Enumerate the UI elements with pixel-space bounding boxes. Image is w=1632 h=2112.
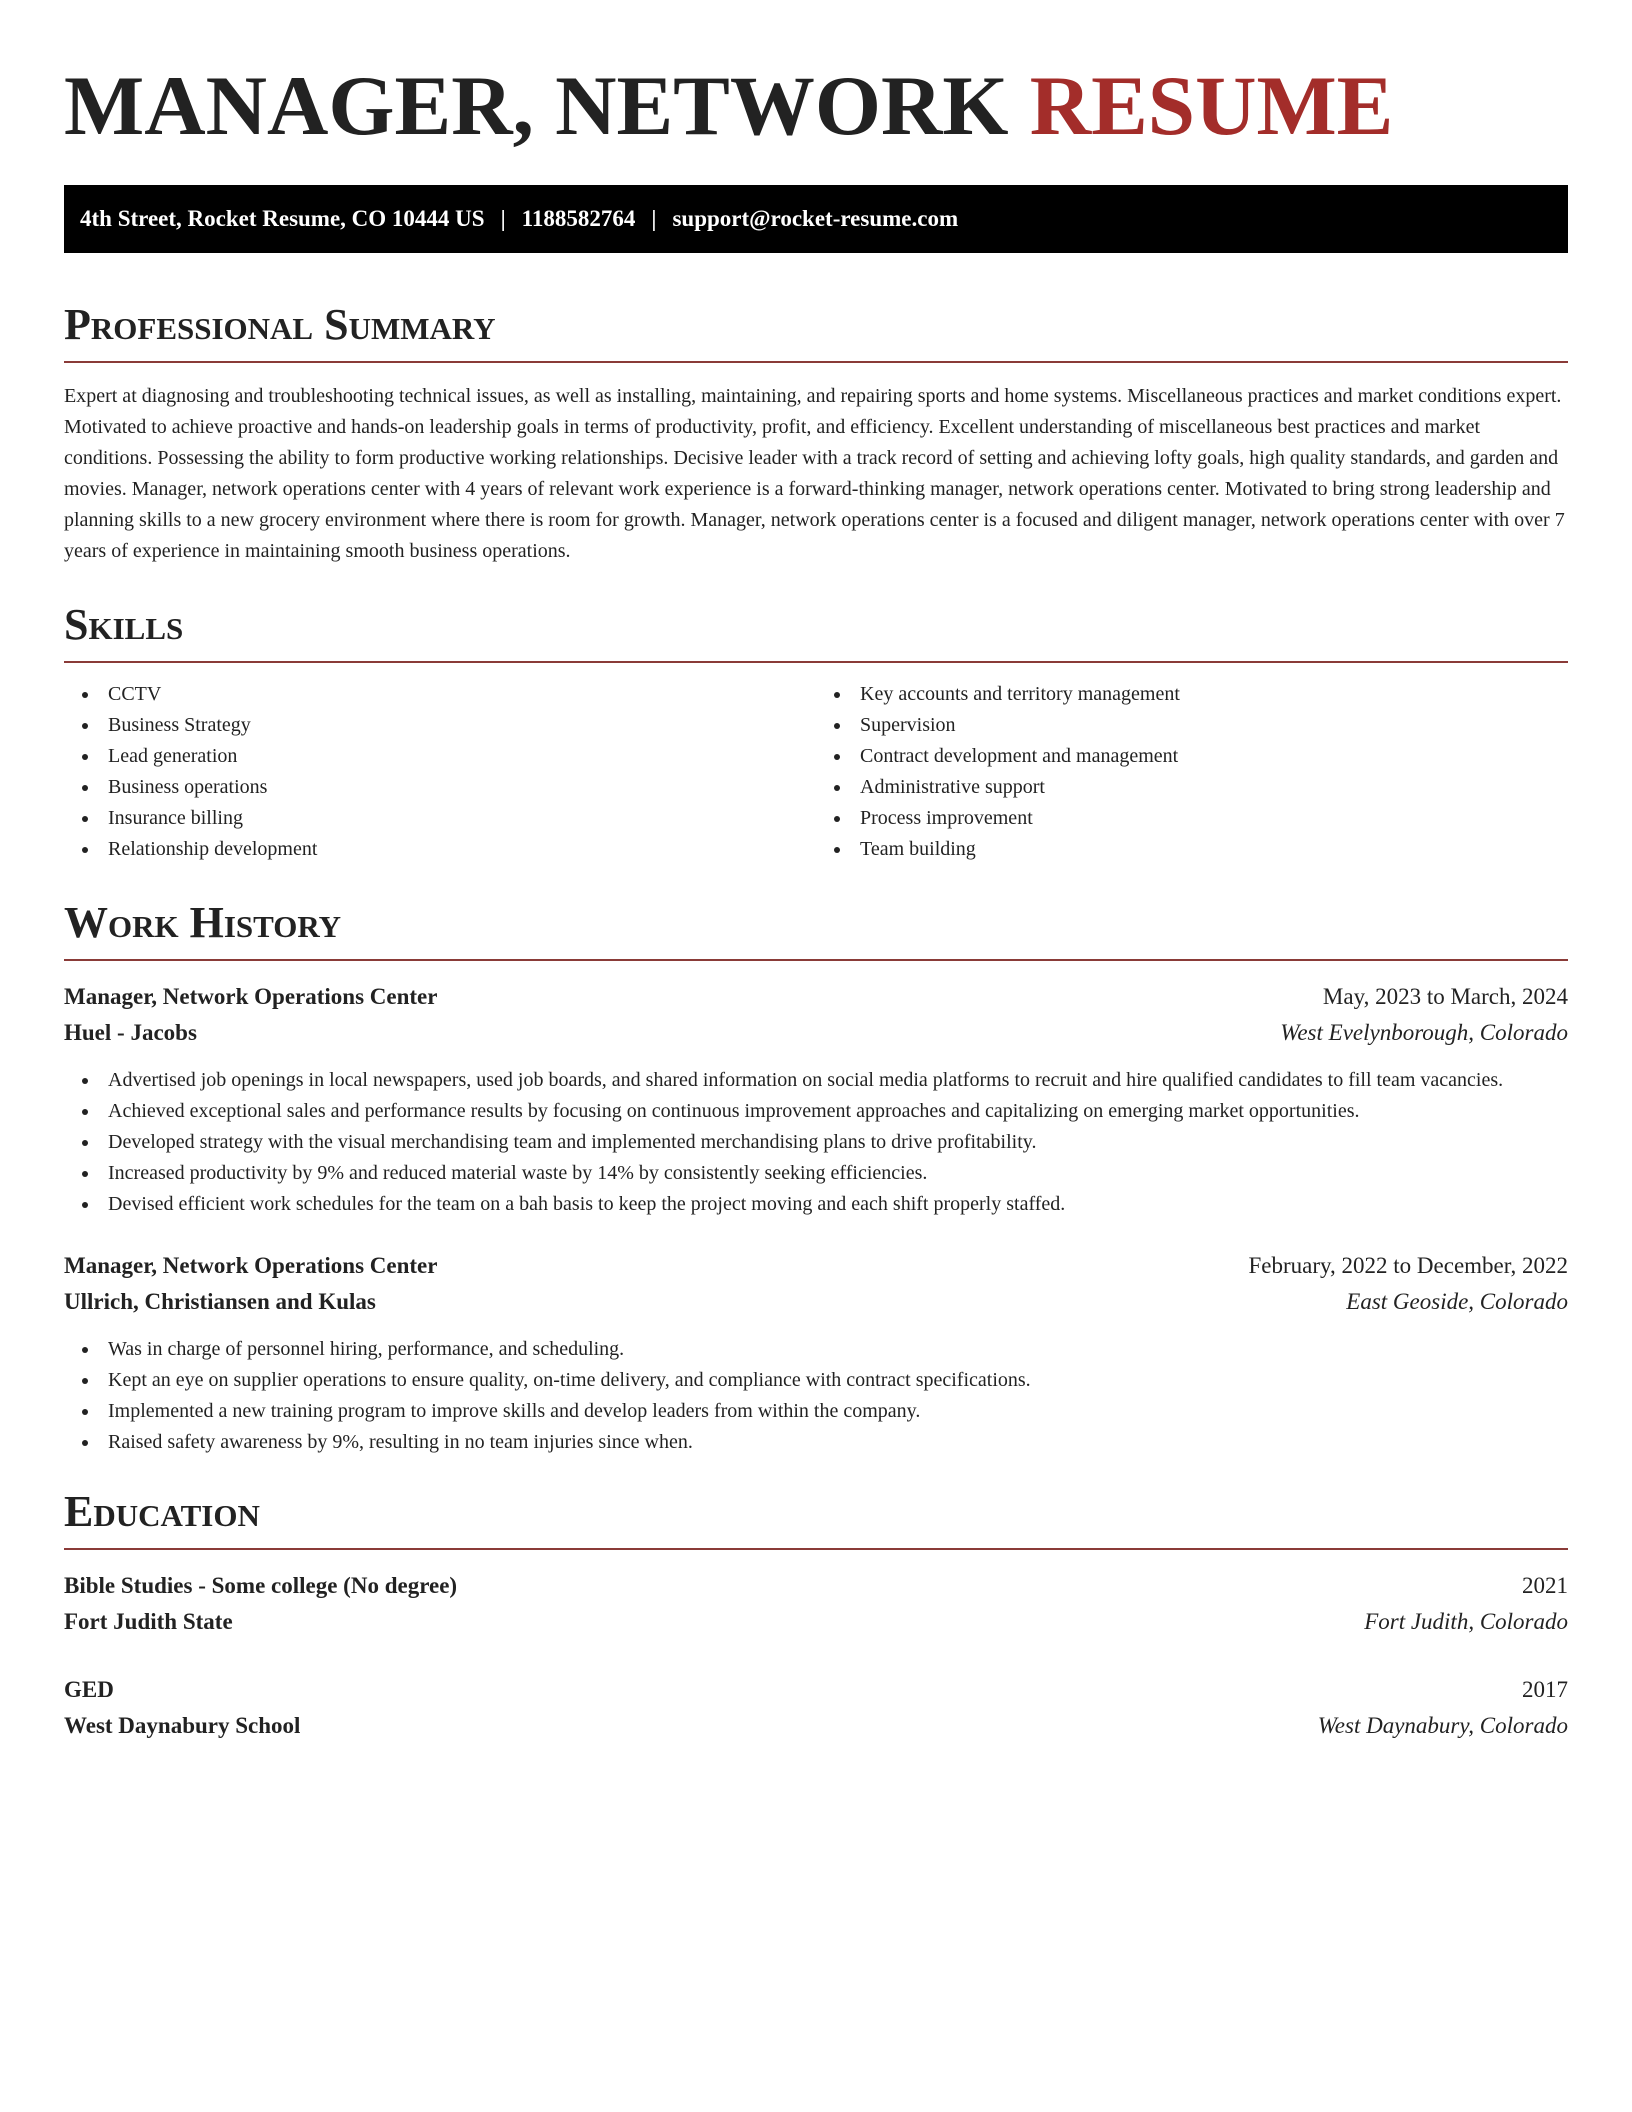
section-heading-skills: Skills (64, 603, 1568, 663)
skill-item: Business operations (64, 772, 816, 803)
job-bullet: Raised safety awareness by 9%, resulting in no team injuries since when. (64, 1427, 1568, 1458)
edu-degree-row (64, 1568, 1568, 1604)
section-heading-summary: Professional Summary (64, 303, 1568, 363)
job-bullets (64, 1065, 1568, 1220)
skill-item: Key accounts and territory management (816, 679, 1568, 710)
skill-item: Team building (816, 834, 1568, 865)
edu-school: Fort Judith State (64, 1609, 233, 1634)
edu-year: 2021 (1522, 1573, 1568, 1598)
contact-address: 4th Street, Rocket Resume, CO 10444 US (80, 206, 485, 231)
job-location: East Geoside, Colorado (1346, 1289, 1568, 1314)
job-bullet: Implemented a new training program to improve skills and develop leaders from within the company. (64, 1396, 1568, 1427)
contact-email: support@rocket-resume.com (672, 206, 959, 231)
edu-school-row (64, 1708, 1568, 1744)
edu-school: West Daynabury School (64, 1713, 301, 1738)
job-company-row (64, 1015, 1568, 1051)
skill-item: Administrative support (816, 772, 1568, 803)
job-bullets (64, 1334, 1568, 1458)
edu-school-row (64, 1604, 1568, 1640)
contact-bar (64, 185, 1568, 253)
skill-item: CCTV (64, 679, 816, 710)
job-bullet: Advertised job openings in local newspapers, used job boards, and shared information on social media platforms to recruit and hire qualified candidates to fill team vacancies. (64, 1065, 1568, 1096)
job-company: Ullrich, Christiansen and Kulas (64, 1289, 376, 1314)
education-entry (64, 1672, 1568, 1744)
job-bullet: Kept an eye on supplier operations to ensure quality, on-time delivery, and compliance with contract specifications. (64, 1365, 1568, 1396)
skill-item: Insurance billing (64, 803, 816, 834)
edu-degree-row (64, 1672, 1568, 1708)
job-bullet: Developed strategy with the visual merchandising team and implemented merchandising plans to drive profitability. (64, 1127, 1568, 1158)
summary-text: Expert at diagnosing and troubleshooting technical issues, as well as installing, maintaining, and repairing sports and home systems. Miscellaneous practices and market conditions expert. Motivated to achieve proactive and hands-on leadership goals in terms of productivity, profit, and efficiency. Excellent understanding of miscellaneous best practices and market conditions. Possessing the ability to form productive working relationships. Decisive leader with a track record of setting and achieving lofty goals, high quality standards, and garden and movies. Manager, network operations center with 4 years of relevant work experience is a forward-thinking manager, network operations center. Motivated to bring strong leadership and planning skills to a new grocery environment where there is room for growth. Manager, network operations center is a focused and diligent manager, network operations center with over 7 years of experience in maintaining smooth business operations. (64, 385, 1565, 562)
work-entry (64, 979, 1568, 1220)
title-main: MANAGER, NETWORK (64, 59, 1009, 153)
job-bullet: Achieved exceptional sales and performance results by focusing on continuous improvement approaches and capitalizing on emerging market opportunities. (64, 1096, 1568, 1127)
job-bullet: Was in charge of personnel hiring, performance, and scheduling. (64, 1334, 1568, 1365)
work-entry (64, 1248, 1568, 1458)
contact-phone: 1188582764 (521, 206, 636, 231)
job-bullet: Devised efficient work schedules for the team on a bah basis to keep the project moving and each shift properly staffed. (64, 1189, 1568, 1220)
section-heading-education: Education (64, 1490, 1568, 1550)
title-accent: RESUME (1029, 59, 1394, 153)
skill-item: Process improvement (816, 803, 1568, 834)
job-location: West Evelynborough, Colorado (1280, 1020, 1568, 1045)
edu-degree: GED (64, 1677, 114, 1702)
job-title: Manager, Network Operations Center (64, 1253, 438, 1278)
contact-separator: | (651, 206, 657, 231)
resume-title (64, 59, 1568, 153)
job-title-row (64, 979, 1568, 1015)
edu-location: West Daynabury, Colorado (1317, 1713, 1568, 1738)
skill-item: Contract development and management (816, 741, 1568, 772)
skill-item: Business Strategy (64, 710, 816, 741)
job-bullet: Increased productivity by 9% and reduced material waste by 14% by consistently seeking efficiencies. (64, 1158, 1568, 1189)
edu-year: 2017 (1522, 1677, 1568, 1702)
edu-location: Fort Judith, Colorado (1364, 1609, 1568, 1634)
edu-degree: Bible Studies - Some college (No degree) (64, 1573, 458, 1598)
skill-item: Lead generation (64, 741, 816, 772)
job-dates: May, 2023 to March, 2024 (1322, 984, 1568, 1009)
skills-column-right (816, 679, 1568, 865)
section-heading-work-history: Work History (64, 901, 1568, 961)
contact-separator: | (500, 206, 506, 231)
job-dates: February, 2022 to December, 2022 (1248, 1253, 1568, 1278)
skills-column-left (64, 679, 816, 865)
job-title-row (64, 1248, 1568, 1284)
skill-item: Relationship development (64, 834, 816, 865)
education-entry (64, 1568, 1568, 1640)
job-company: Huel - Jacobs (64, 1020, 197, 1045)
job-title: Manager, Network Operations Center (64, 984, 438, 1009)
skill-item: Supervision (816, 710, 1568, 741)
skills-grid (64, 679, 1568, 865)
job-company-row (64, 1284, 1568, 1320)
